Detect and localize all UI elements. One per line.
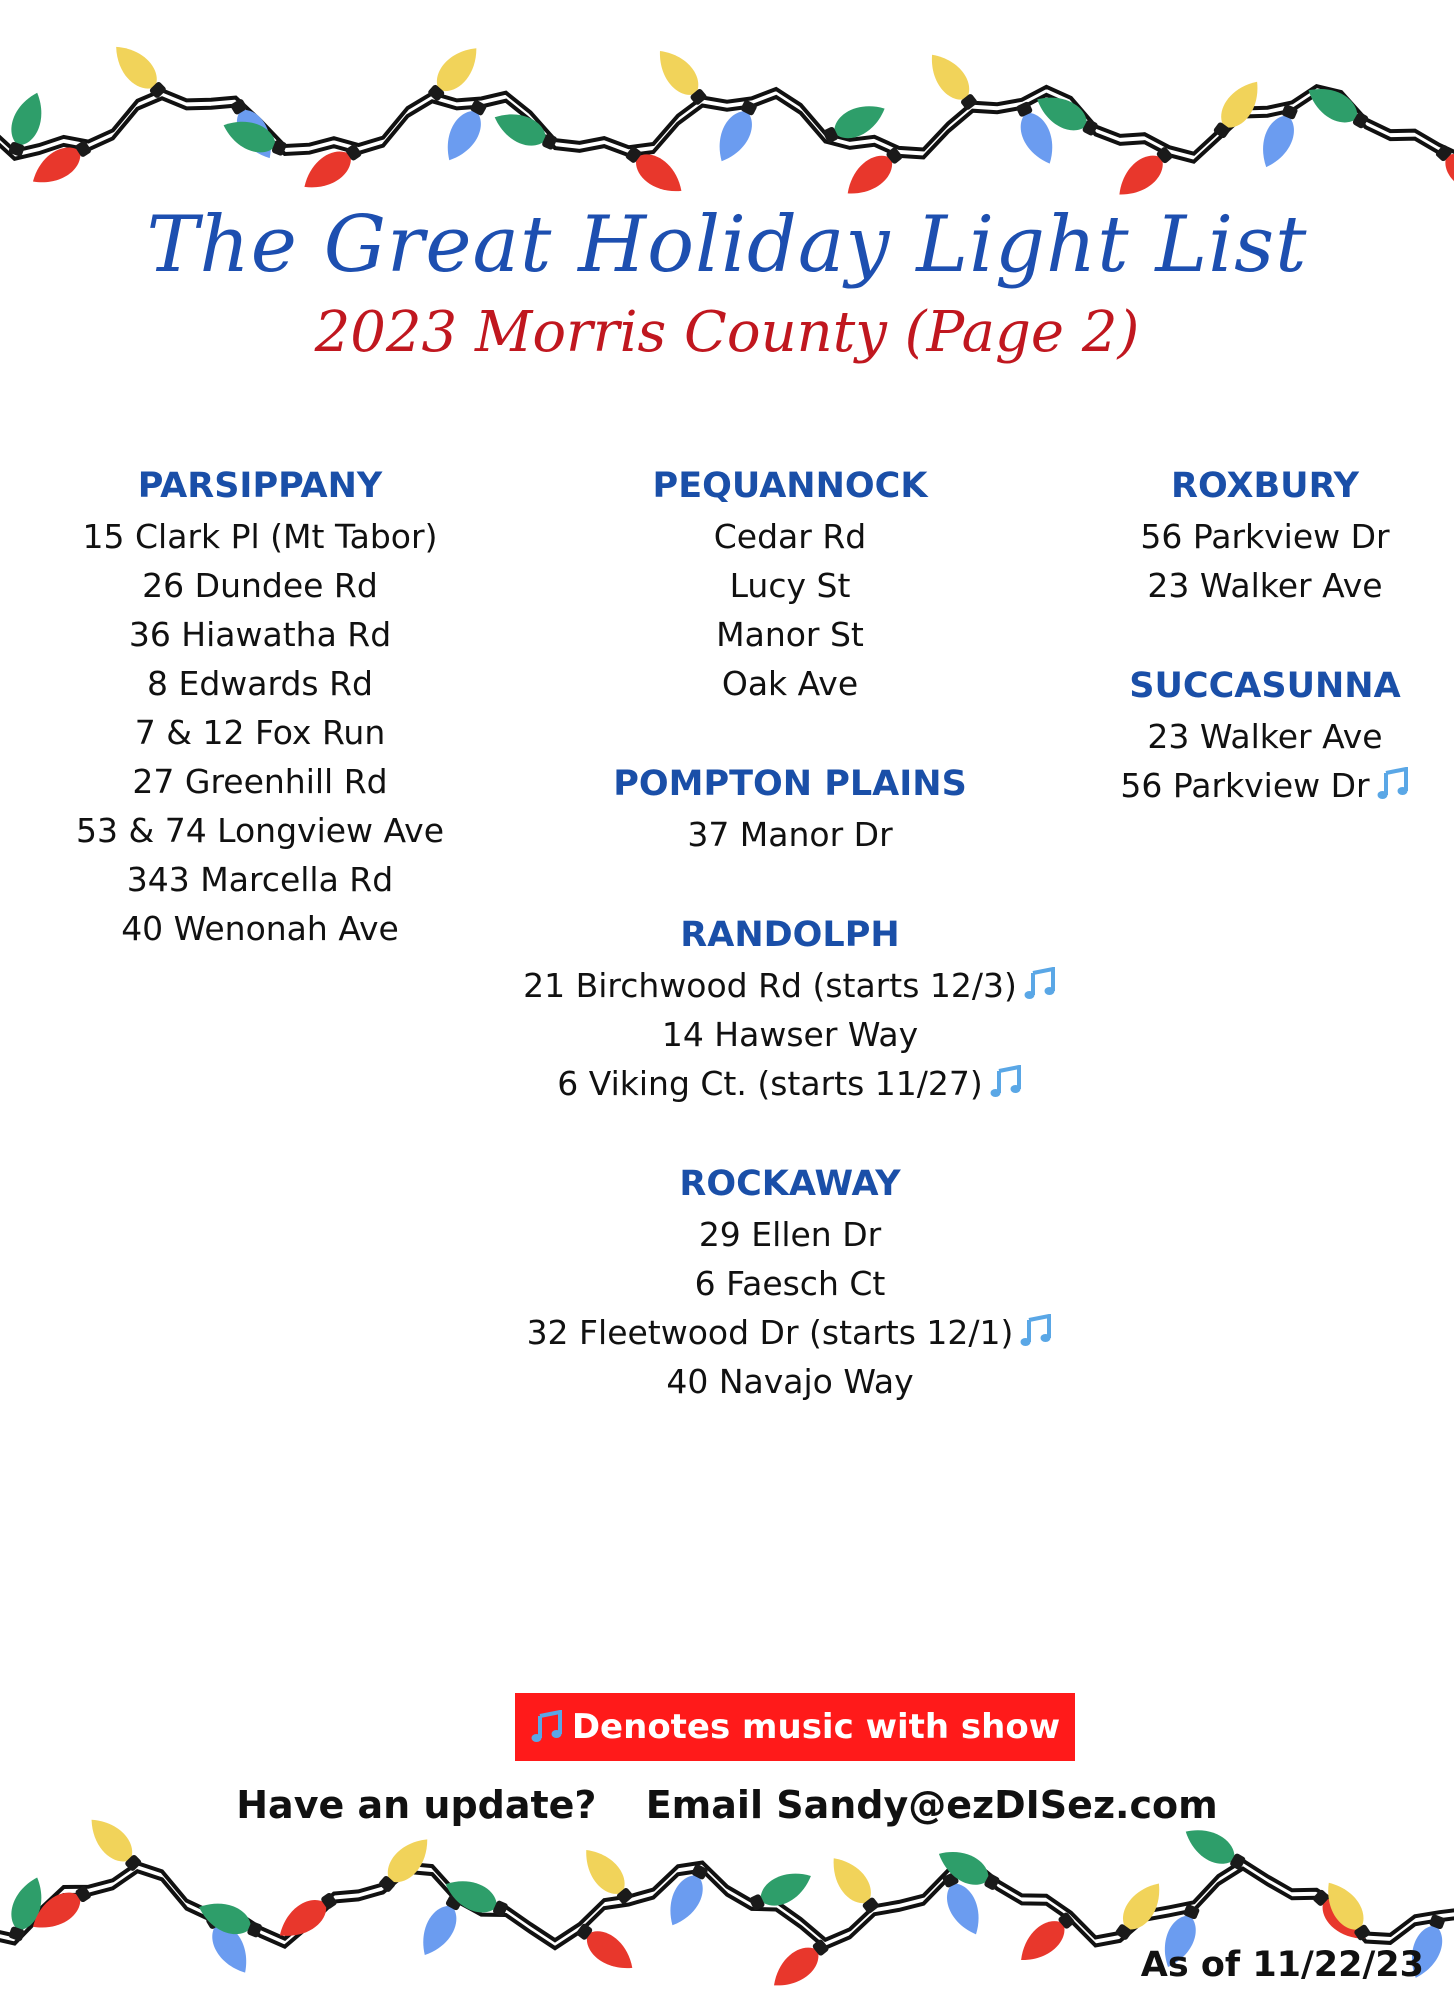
town-heading: PARSIPPANY — [137, 466, 383, 506]
address-text: Lucy St — [729, 566, 851, 605]
address-item — [500, 810, 1080, 859]
address-text: 56 Parkview Dr — [1120, 766, 1370, 805]
address-text: Oak Ave — [721, 664, 859, 703]
light-bulb-icon — [422, 39, 486, 106]
music-note-icon — [1019, 1314, 1053, 1348]
address-item — [500, 1357, 1080, 1406]
town-group — [1085, 660, 1445, 810]
town-heading: RANDOLPH — [680, 915, 900, 955]
town-heading: PEQUANNOCK — [652, 466, 928, 506]
light-bulb-icon — [765, 1933, 833, 1996]
column-middle — [500, 460, 1080, 1456]
address-item — [500, 1059, 1080, 1108]
address-text: 40 Wenonah Ave — [121, 909, 399, 948]
address-item — [40, 904, 480, 953]
light-bulb-icon — [1111, 141, 1179, 205]
address-text: 343 Marcella Rd — [126, 860, 394, 899]
address-item — [1085, 561, 1445, 610]
music-note-icon — [530, 1710, 564, 1744]
address-text: 36 Hiawatha Rd — [128, 615, 392, 654]
town-group — [500, 1158, 1080, 1406]
town-group — [500, 909, 1080, 1108]
address-text: 15 Clark Pl (Mt Tabor) — [82, 517, 438, 556]
town-group — [500, 460, 1080, 708]
address-item — [1085, 712, 1445, 761]
address-item — [500, 561, 1080, 610]
light-bulb-icon — [819, 96, 890, 149]
light-bulb-icon — [1012, 1906, 1080, 1970]
contact-email[interactable]: Email Sandy@ezDISez.com — [645, 1783, 1218, 1827]
town-group — [1085, 460, 1445, 610]
address-item — [500, 610, 1080, 659]
music-legend-text: Denotes music with show — [571, 1707, 1061, 1747]
light-bulb-icon — [26, 134, 96, 193]
town-heading: SUCCASUNNA — [1129, 666, 1401, 706]
as-of-date: As of 11/22/23 — [1140, 1945, 1424, 1985]
address-text: 32 Fleetwood Dr (starts 12/1) — [526, 1313, 1014, 1352]
address-item — [500, 1010, 1080, 1059]
address-text: 26 Dundee Rd — [142, 566, 378, 605]
address-item — [500, 1308, 1080, 1357]
address-text: 23 Walker Ave — [1147, 717, 1383, 756]
light-bulb-icon — [489, 105, 560, 157]
town-group — [500, 758, 1080, 859]
address-item — [1085, 512, 1445, 561]
town-heading: POMPTON PLAINS — [613, 764, 967, 804]
column-left — [40, 460, 480, 1003]
address-text: 40 Navajo Way — [666, 1362, 914, 1401]
address-text: 6 Viking Ct. (starts 11/27) — [557, 1064, 983, 1103]
address-item — [40, 855, 480, 904]
address-item — [500, 659, 1080, 708]
light-bulb-icon — [921, 46, 983, 115]
address-text: 53 & 74 Longview Ave — [76, 811, 444, 850]
address-item — [500, 1210, 1080, 1259]
light-bulb-icon — [82, 1810, 147, 1876]
address-item — [40, 659, 480, 708]
address-text: 14 Hawser Way — [661, 1015, 919, 1054]
light-bulb-icon — [823, 1850, 885, 1919]
address-item — [40, 512, 480, 561]
music-note-icon — [989, 1065, 1023, 1099]
address-item — [40, 610, 480, 659]
music-note-icon — [1023, 967, 1057, 1001]
address-item — [500, 512, 1080, 561]
light-bulb-icon — [650, 42, 713, 110]
address-text: 23 Walker Ave — [1147, 566, 1383, 605]
address-text: Manor St — [716, 615, 864, 654]
town-group — [40, 460, 480, 953]
address-text: 27 Greenhill Rd — [132, 762, 388, 801]
light-bulb-icon — [571, 1917, 640, 1978]
column-right — [1085, 460, 1445, 860]
address-text: Cedar Rd — [713, 517, 867, 556]
address-item — [500, 1259, 1080, 1308]
town-heading: ROXBURY — [1171, 466, 1359, 506]
light-bulb-icon — [933, 1842, 1004, 1897]
address-text: 7 & 12 Fox Run — [134, 713, 386, 752]
address-text: 56 Parkview Dr — [1140, 517, 1390, 556]
town-heading: ROCKAWAY — [679, 1164, 901, 1204]
address-text: 37 Manor Dr — [687, 815, 893, 854]
address-item — [40, 806, 480, 855]
music-note-icon — [1376, 767, 1410, 801]
update-prompt: Have an update? — [236, 1783, 597, 1827]
address-item — [40, 708, 480, 757]
address-item — [500, 961, 1080, 1010]
light-bulb-icon — [1179, 1820, 1250, 1876]
address-text: 21 Birchwood Rd (starts 12/3) — [523, 966, 1017, 1005]
light-bulb-icon — [106, 37, 171, 103]
page-subtitle: 2023 Morris County (Page 2) — [314, 300, 1140, 365]
address-item — [40, 757, 480, 806]
address-text: 6 Faesch Ct — [694, 1264, 886, 1303]
address-item — [1085, 761, 1445, 810]
address-text: 29 Ellen Dr — [698, 1215, 882, 1254]
light-bulb-icon — [746, 1864, 817, 1917]
address-item — [40, 561, 480, 610]
page-title: The Great Holiday Light List — [146, 200, 1308, 290]
address-text: 8 Edwards Rd — [147, 664, 373, 703]
light-bulb-icon — [839, 141, 907, 204]
